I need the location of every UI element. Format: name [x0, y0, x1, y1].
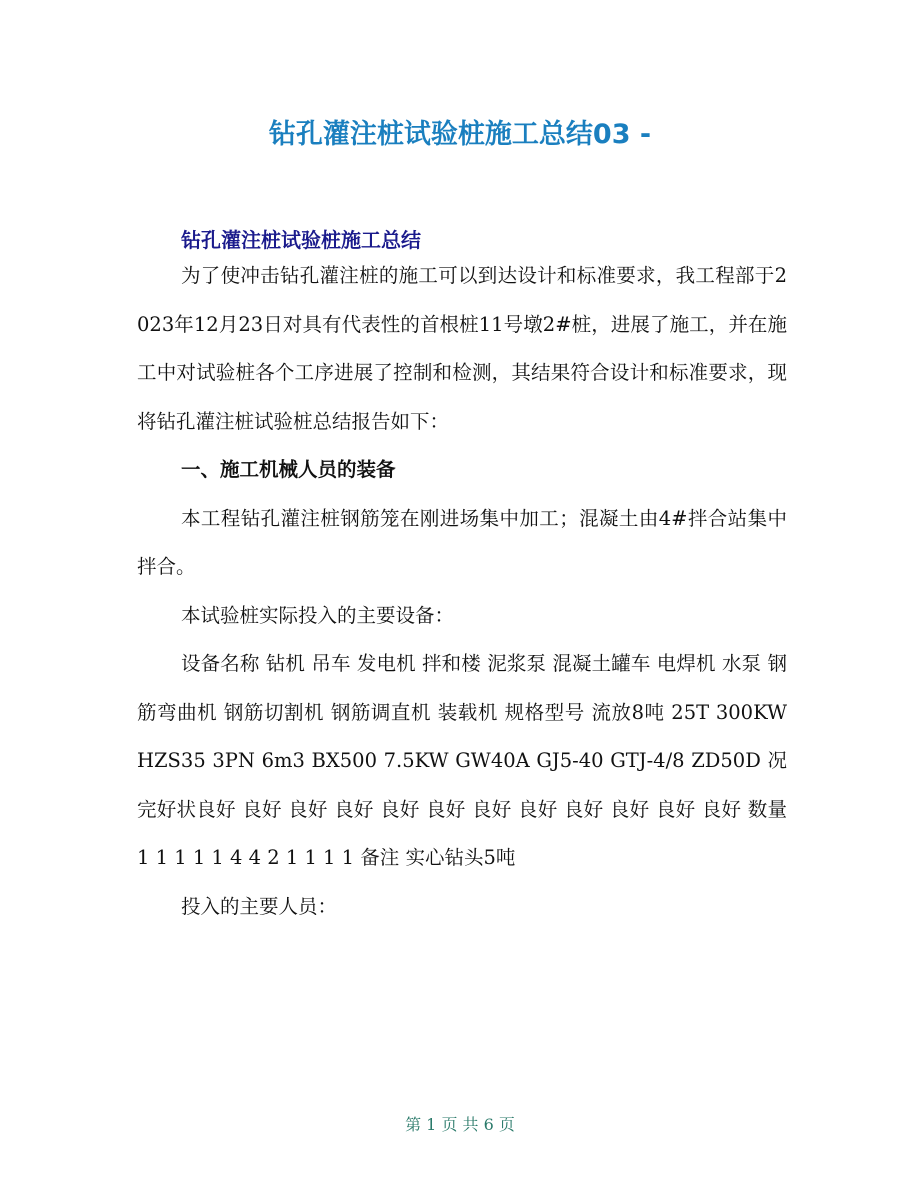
- intro-paragraph: 为了使冲击钻孔灌注桩的施工可以到达设计和标准要求，我工程部于2023年12月23日对具有代表性的首根桩11号墩2#桩，进展了施工，并在施工中对试验桩各个工序进展了控制和检测，其结果符合设计和标准要求，现将钻孔灌注桩试验桩总结报告如下：: [137, 264, 787, 433]
- page-number-footer: 第 1 页 共 6 页: [405, 1115, 515, 1134]
- personnel-intro-paragraph: 投入的主要人员：: [181, 894, 338, 918]
- document-body: [137, 252, 787, 931]
- document-title: 钻孔灌注桩试验桩施工总结03 -: [268, 119, 652, 150]
- equipment-list-paragraph: 设备名称 钻机 吊车 发电机 拌和楼 泥浆泵 混凝土罐车 电焊机 水泵 钢筋弯曲机 钢筋切割机 钢筋调直机 装载机 规格型号 流放8吨 25T 300KW HZS35 3PN 6m3 BX500 7.5KW GW40A GJ5-40 GTJ-4/8 ZD50D 况 完好状良好 良好 良好 良好 良好 良好 良好 良好 良好 良好 良好 良好 数量 1 1 1 1 1 4 4 2 1 1 1 1 备注 实心钻头5吨: [137, 652, 787, 869]
- section-heading-equipment-personnel: 一、施工机械人员的装备: [181, 458, 396, 481]
- equipment-intro-paragraph: 本试验桩实际投入的主要设备：: [181, 603, 455, 627]
- rebar-concrete-paragraph: 本工程钻孔灌注桩钢筋笼在刚进场集中加工；混凝土由4#拌合站集中拌合。: [137, 506, 787, 578]
- document-subtitle: 钻孔灌注桩试验桩施工总结: [181, 228, 421, 252]
